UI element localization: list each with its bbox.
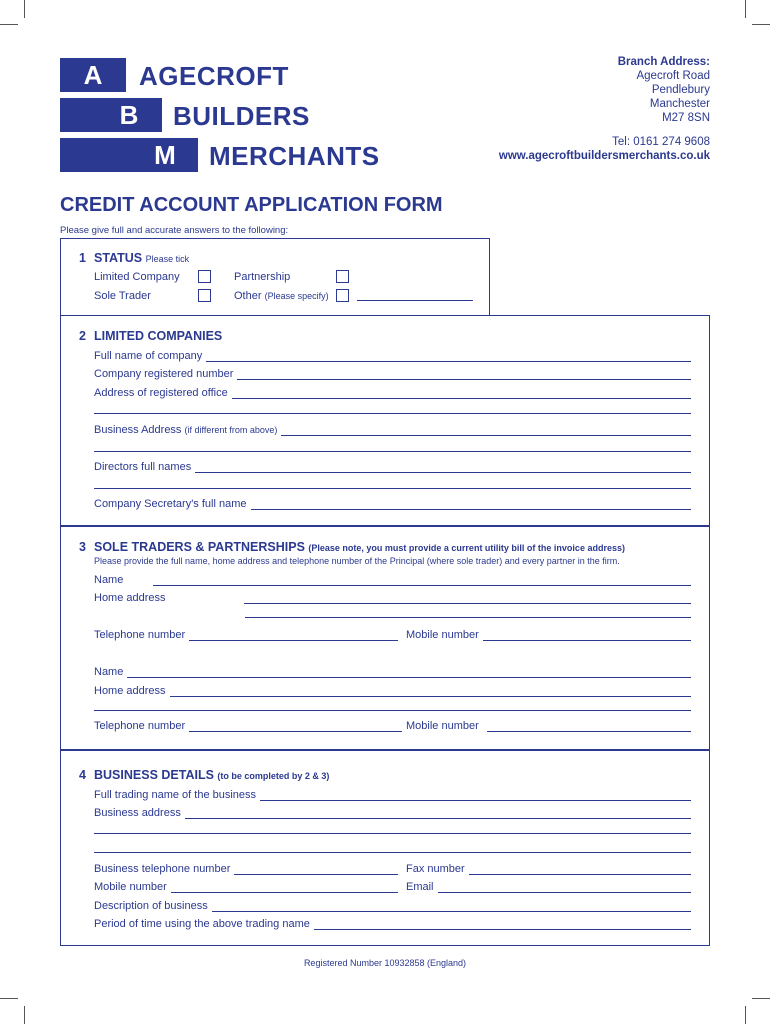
business-tel-label: Business telephone number xyxy=(94,863,231,875)
status-sole-label: Sole Trader xyxy=(94,290,151,302)
business-title-text: BUSINESS DETAILS xyxy=(94,768,214,782)
logo-word-agecroft: AGECROFT xyxy=(139,61,289,91)
principal-1-name-field[interactable] xyxy=(94,572,691,586)
status-other-text: Other xyxy=(234,290,262,302)
directors-field[interactable] xyxy=(94,459,691,473)
principal-2-mobile-field[interactable] xyxy=(406,718,691,732)
status-other-note: (Please specify) xyxy=(264,291,329,301)
principal-2-tel-label: Telephone number xyxy=(94,720,186,732)
fax-label: Fax number xyxy=(406,863,465,875)
business-mobile-field[interactable] xyxy=(94,879,398,893)
sole-title xyxy=(94,540,625,554)
branch-line-4: M27 8SN xyxy=(662,112,710,124)
sole-title-text: SOLE TRADERS & PARTNERSHIPS xyxy=(94,540,305,554)
trading-name-label: Full trading name of the business xyxy=(94,789,257,801)
branch-line-1: Agecroft Road xyxy=(636,70,710,82)
directors-line-2[interactable] xyxy=(94,488,691,489)
limited-number: 2 xyxy=(79,329,86,343)
status-partnership-label: Partnership xyxy=(234,271,291,283)
form-title: CREDIT ACCOUNT APPLICATION FORM xyxy=(60,194,443,216)
principal-1-home-field[interactable] xyxy=(94,590,691,604)
business-address-4-line-3[interactable] xyxy=(94,852,691,853)
principal-2-home-label: Home address xyxy=(94,685,166,697)
status-sole-checkbox[interactable] xyxy=(198,289,211,302)
secretary-field[interactable] xyxy=(94,496,691,510)
period-field[interactable] xyxy=(94,916,691,930)
logo-block-m xyxy=(60,138,198,172)
company-name-field[interactable] xyxy=(94,348,691,362)
principal-1-tel-label: Telephone number xyxy=(94,629,186,641)
status-other-specify-field[interactable] xyxy=(357,300,473,301)
company-name-label: Full name of company xyxy=(94,350,203,362)
status-number: 1 xyxy=(79,251,86,265)
form-intro: Please give full and accurate answers to the following: xyxy=(60,225,289,236)
business-tel-field[interactable] xyxy=(94,861,398,875)
company-reg-number-label: Company registered number xyxy=(94,368,234,380)
period-label: Period of time using the above trading name xyxy=(94,918,310,930)
principal-2-name-label: Name xyxy=(94,666,124,678)
business-address-line-2[interactable] xyxy=(94,451,691,452)
status-note: Please tick xyxy=(145,254,190,264)
status-limited-label: Limited Company xyxy=(94,271,180,283)
branch-line-3: Manchester xyxy=(649,98,710,110)
company-reg-number-field[interactable] xyxy=(94,366,691,380)
business-address-label: Business Address (if different from above) xyxy=(94,424,278,436)
sole-note: (Please note, you must provide a current utility bill of the invoice address) xyxy=(308,543,625,553)
reg-office-line-2[interactable] xyxy=(94,413,691,414)
status-other-checkbox[interactable] xyxy=(336,289,349,302)
trading-name-field[interactable] xyxy=(94,787,691,801)
status-partnership-checkbox[interactable] xyxy=(336,270,349,283)
business-number: 4 xyxy=(79,768,86,782)
business-address-4-label: Business address xyxy=(94,807,181,819)
branch-address xyxy=(618,55,710,125)
status-other-label xyxy=(234,290,329,302)
principal-1-name-label: Name xyxy=(94,574,124,586)
status-limited-checkbox[interactable] xyxy=(198,270,211,283)
logo-letter-b: B xyxy=(119,99,139,130)
description-field[interactable] xyxy=(94,898,691,912)
principal-1-home-label: Home address xyxy=(94,592,166,604)
status-title-text: STATUS xyxy=(94,251,143,265)
principal-2-home-line-2[interactable] xyxy=(94,710,691,711)
business-note: (to be completed by 2 & 3) xyxy=(217,771,330,781)
principal-2-name-field[interactable] xyxy=(94,664,691,678)
logo-word-builders: BUILDERS xyxy=(173,101,310,131)
principal-1-mobile-label: Mobile number xyxy=(406,629,479,641)
principal-1-mobile-field[interactable] xyxy=(406,627,691,641)
principal-2-home-field[interactable] xyxy=(94,683,691,697)
sole-instructions: Please provide the full name, home address and telephone number of the Principal (where sole trader) and every partner in the firm. xyxy=(94,556,620,566)
business-address-4-line-2[interactable] xyxy=(94,833,691,834)
branch-website-link[interactable]: www.agecroftbuildersmerchants.co.uk xyxy=(498,150,710,162)
principal-2-mobile-label: Mobile number xyxy=(406,720,479,732)
fax-field[interactable] xyxy=(406,861,691,875)
principal-1-home-line-2[interactable] xyxy=(245,617,691,618)
directors-label: Directors full names xyxy=(94,461,192,473)
sole-number: 3 xyxy=(79,540,86,554)
registered-number-footer: Registered Number 10932858 (England) xyxy=(303,958,467,968)
principal-2-tel-field[interactable] xyxy=(94,718,402,732)
reg-office-field[interactable] xyxy=(94,385,691,399)
business-mobile-label: Mobile number xyxy=(94,881,167,893)
logo-letter-m: M xyxy=(154,139,176,170)
secretary-label: Company Secretary's full name xyxy=(94,498,247,510)
business-address-field[interactable] xyxy=(94,422,691,436)
principal-1-tel-field[interactable] xyxy=(94,627,398,641)
branch-contact xyxy=(499,135,710,163)
logo-word-merchants: MERCHANTS xyxy=(209,141,380,171)
email-field[interactable] xyxy=(406,879,691,893)
branch-heading: Branch Address: xyxy=(617,56,710,68)
email-label: Email xyxy=(406,881,434,893)
branch-tel: Tel: 0161 274 9608 xyxy=(612,136,710,148)
logo-block-b xyxy=(60,98,162,132)
logo-letter-a: A xyxy=(60,58,126,92)
business-title xyxy=(94,768,329,782)
branch-line-2: Pendlebury xyxy=(651,84,710,96)
limited-title: LIMITED COMPANIES xyxy=(94,329,223,343)
business-address-4-field[interactable] xyxy=(94,805,691,819)
description-label: Description of business xyxy=(94,900,208,912)
status-title xyxy=(94,251,189,265)
reg-office-label: Address of registered office xyxy=(94,387,228,399)
